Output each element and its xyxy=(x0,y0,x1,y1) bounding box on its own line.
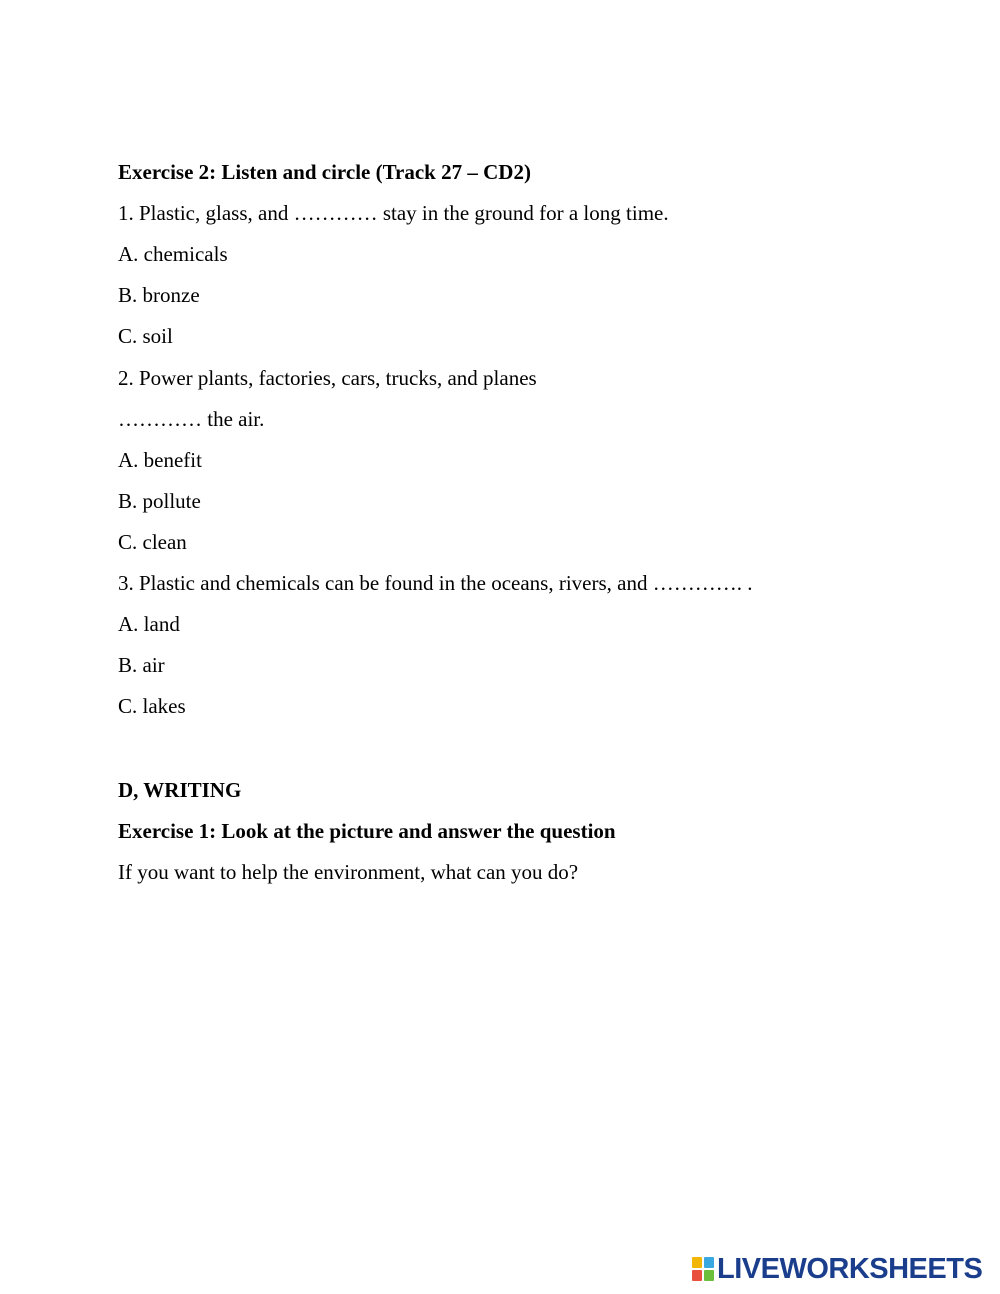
logo-tile-l xyxy=(692,1257,702,1268)
question-3-option-b[interactable]: B. air xyxy=(118,653,165,677)
question-1: 1. Plastic, glass, and ………… stay in the ground for a long time. xyxy=(118,201,669,225)
liveworksheets-logo xyxy=(692,1254,982,1284)
logo-tile-e xyxy=(704,1270,714,1281)
question-2-option-a[interactable]: A. benefit xyxy=(118,448,202,472)
logo-tile-i xyxy=(704,1257,714,1268)
question-3: 3. Plastic and chemicals can be found in the oceans, rivers, and …………. . xyxy=(118,571,753,595)
question-2-line-1: 2. Power plants, factories, cars, trucks, and planes xyxy=(118,366,537,390)
exercise-2-title: Exercise 2: Listen and circle (Track 27 – CD2) xyxy=(118,160,531,184)
question-2-option-b[interactable]: B. pollute xyxy=(118,489,201,513)
question-3-option-a[interactable]: A. land xyxy=(118,612,180,636)
writing-exercise-1-title: Exercise 1: Look at the picture and answer the question xyxy=(118,819,616,843)
question-2-line-2: ………… the air. xyxy=(118,407,265,431)
writing-section-title: D, WRITING xyxy=(118,778,242,802)
liveworksheets-icon xyxy=(692,1257,714,1281)
question-1-option-c[interactable]: C. soil xyxy=(118,324,173,348)
writing-question: If you want to help the environment, what can you do? xyxy=(118,860,579,884)
question-1-option-b[interactable]: B. bronze xyxy=(118,283,200,307)
question-2-option-c[interactable]: C. clean xyxy=(118,530,187,554)
logo-tile-v xyxy=(692,1270,702,1281)
question-1-option-a[interactable]: A. chemicals xyxy=(118,242,228,266)
logo-text: LIVEWORKSHEETS xyxy=(717,1253,983,1285)
question-3-option-c[interactable]: C. lakes xyxy=(118,694,186,718)
